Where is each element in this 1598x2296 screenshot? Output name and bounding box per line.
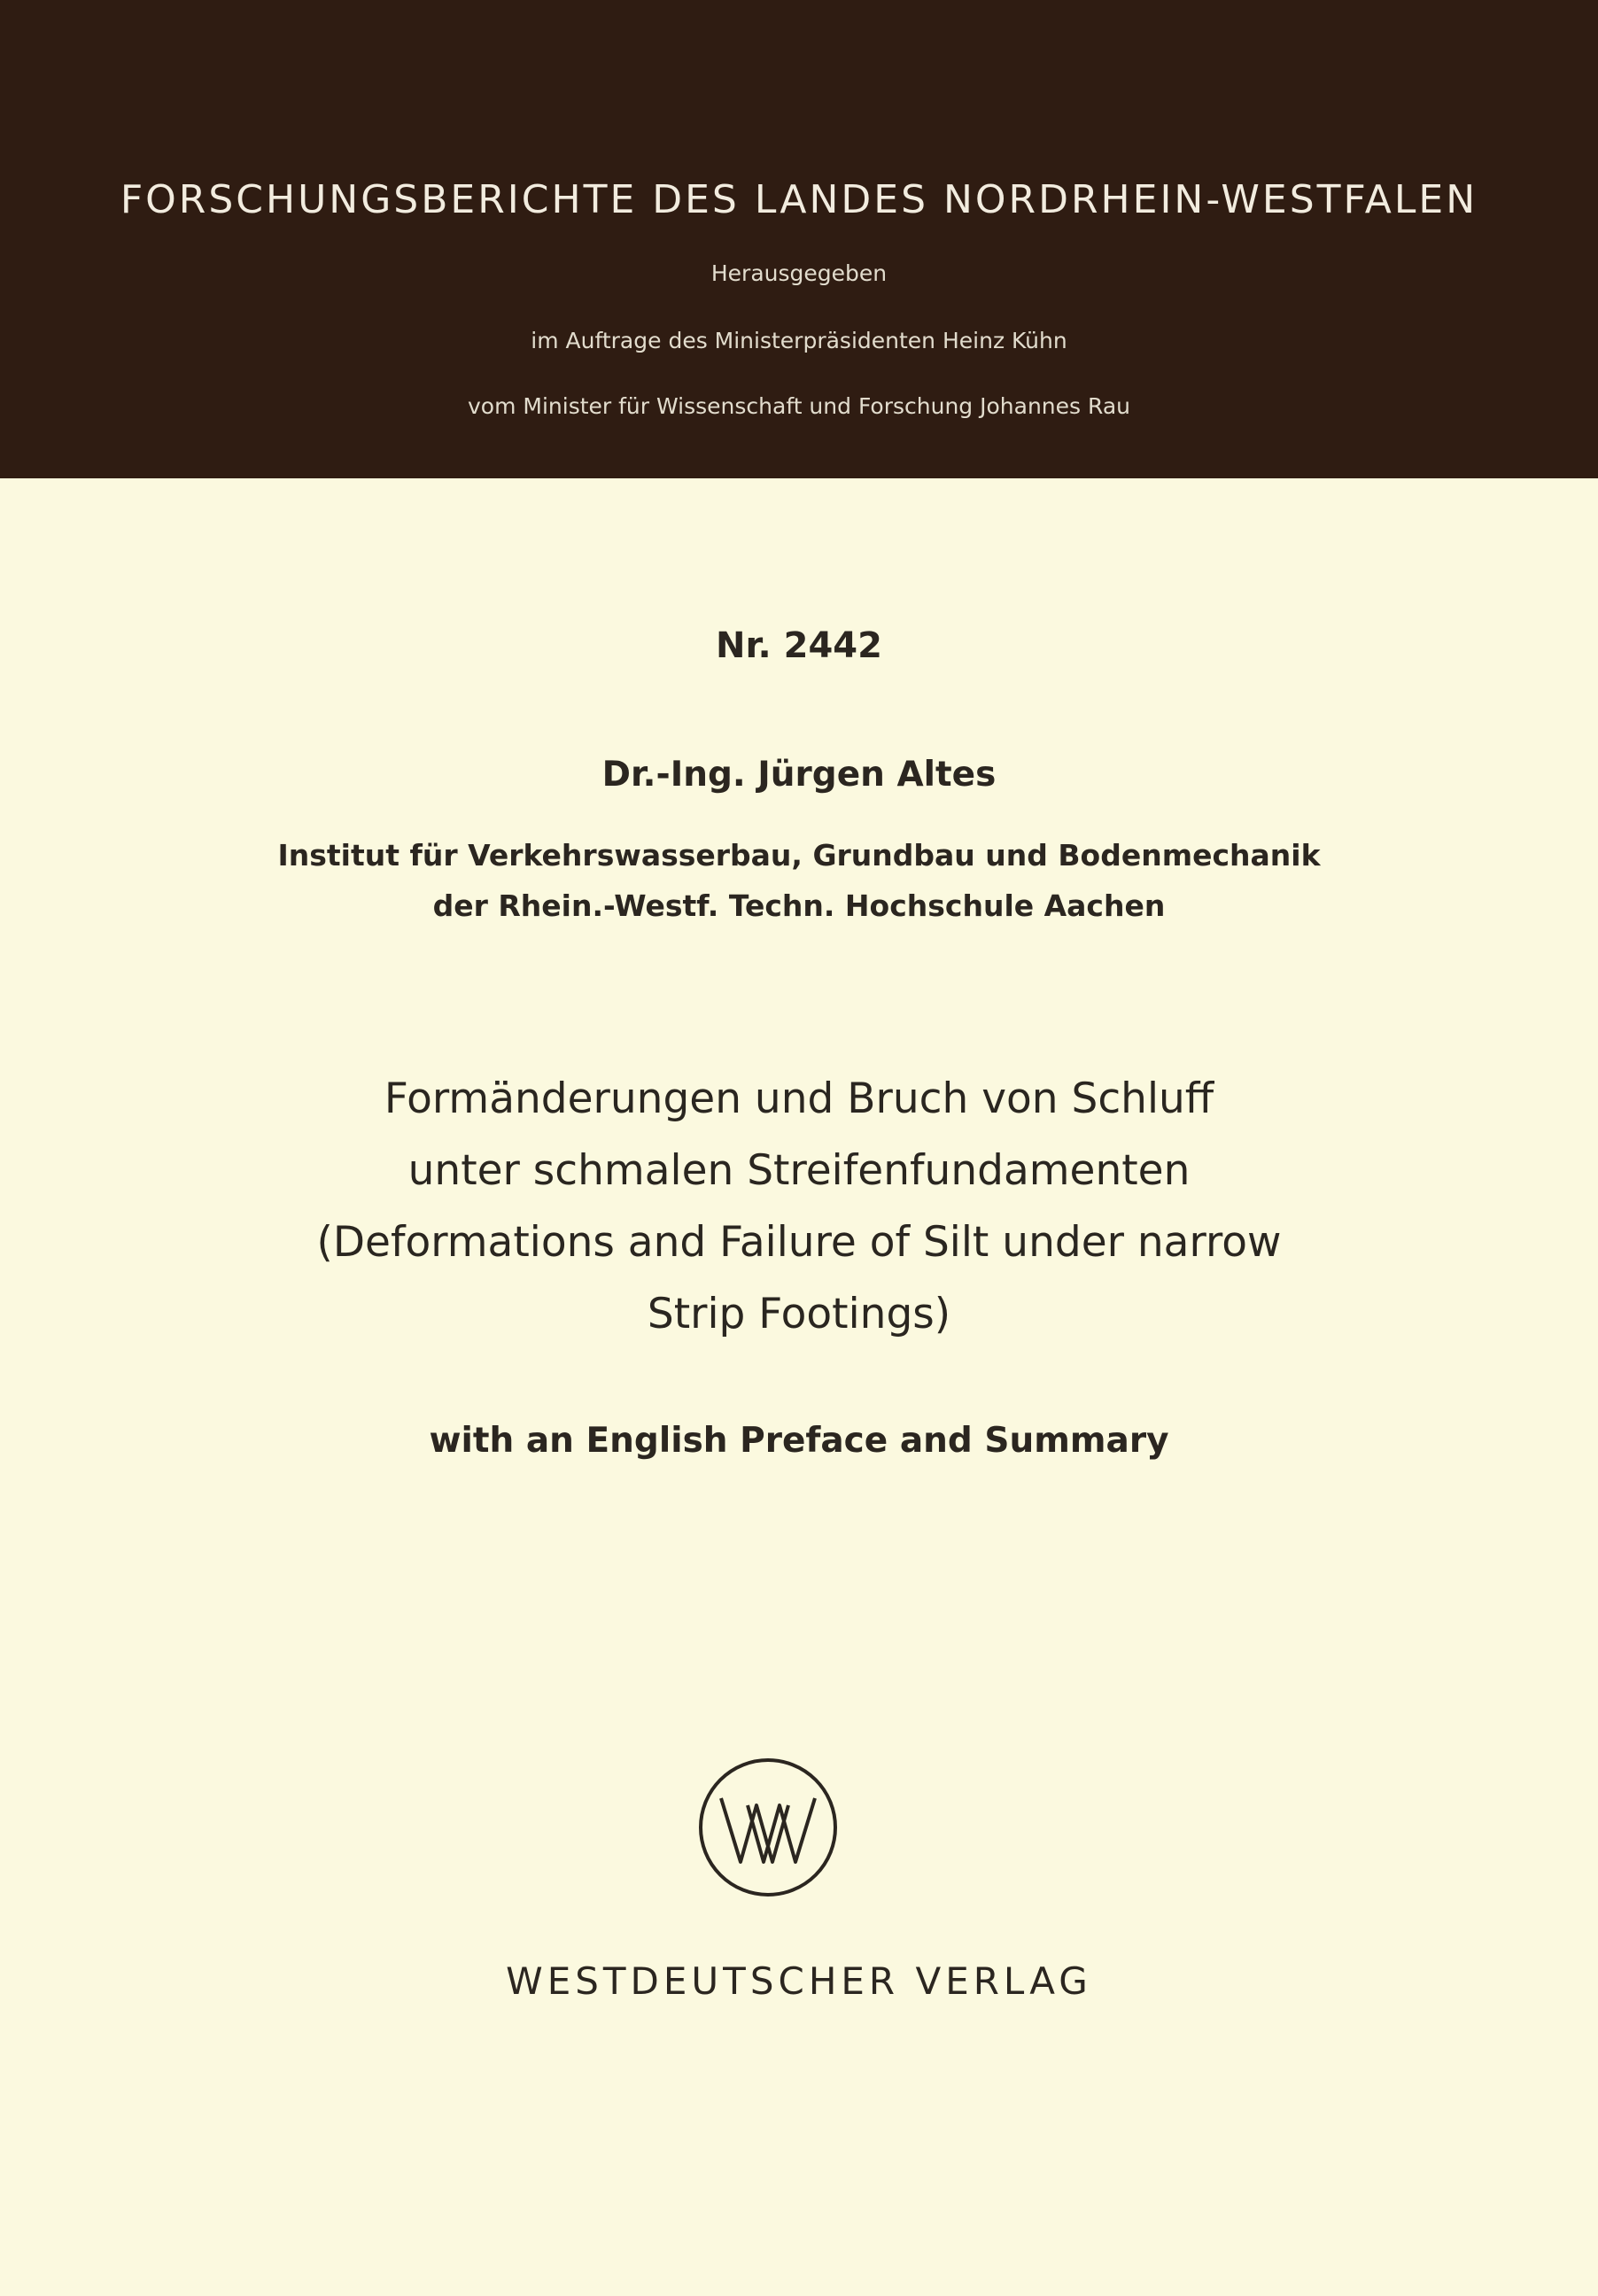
book-title xyxy=(0,1063,1598,1350)
author-name: Dr.-Ing. Jürgen Altes xyxy=(601,755,997,795)
book-subtitle: with an English Preface and Summary xyxy=(429,1421,1169,1461)
editor-line-1: Herausgegeben xyxy=(710,260,888,286)
institute-line-2: der Rhein.-Westf. Techn. Hochschule Aachen xyxy=(432,888,1166,923)
publisher-name: WESTDEUTSCHER VERLAG xyxy=(506,1959,1092,2003)
series-title: FORSCHUNGSBERICHTE DES LANDES NORDRHEIN-WESTFALEN xyxy=(120,177,1478,222)
editor-line-2: im Auftrage des Ministerpräsidenten Heinz Kühn xyxy=(531,328,1067,353)
title-line-1: Formänderungen und Bruch von Schluff xyxy=(384,1074,1214,1123)
series-header-band xyxy=(0,0,1598,478)
report-number: Nr. 2442 xyxy=(716,625,882,666)
title-line-4: Strip Footings) xyxy=(647,1290,951,1338)
institute-line-1: Institut für Verkehrswasserbau, Grundbau und Bodenmechanik xyxy=(277,838,1321,873)
ww-circle-logo-icon xyxy=(694,1754,842,1901)
title-line-2: unter schmalen Streifenfundamenten xyxy=(407,1146,1191,1195)
editor-line-3: vom Minister für Wissenschaft und Forschung Johannes Rau xyxy=(468,393,1130,419)
title-line-3: (Deformations and Failure of Silt under narrow xyxy=(316,1218,1282,1267)
